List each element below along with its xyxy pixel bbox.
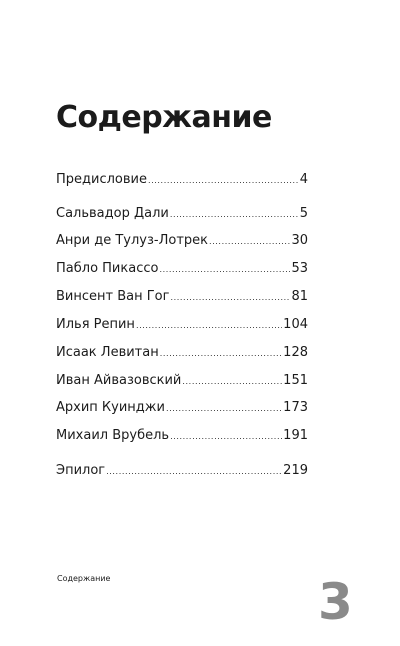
toc-entry-title: Исаак Левитан <box>56 345 159 360</box>
toc-entry-title: Предисловие <box>56 172 147 187</box>
toc-entry-kuindzhi[interactable] <box>56 398 308 418</box>
toc-entry-page: 5 <box>299 206 308 221</box>
toc-entry-page: 4 <box>299 172 308 187</box>
toc-entry-page: 30 <box>291 233 308 248</box>
dot-leader <box>170 288 290 308</box>
toc-entry-page: 173 <box>283 400 308 415</box>
dot-leader <box>209 232 290 252</box>
toc-entry-toulouse-lautrec[interactable] <box>56 231 308 251</box>
toc-entry-dali[interactable] <box>56 204 308 224</box>
toc-entry-title: Анри де Тулуз-Лотрек <box>56 233 208 248</box>
toc-entry-van-gogh[interactable] <box>56 287 308 307</box>
toc-entry-page: 128 <box>283 345 308 360</box>
dot-leader <box>170 427 282 447</box>
toc-entry-repin[interactable] <box>56 315 308 335</box>
toc-entry-page: 53 <box>291 261 308 276</box>
running-footer-label: Содержание <box>57 574 111 583</box>
toc-entry-picasso[interactable] <box>56 259 308 279</box>
toc-entry-title: Архип Куинджи <box>56 400 165 415</box>
toc-entry-page: 191 <box>283 428 308 443</box>
page-number: 3 <box>318 573 353 631</box>
toc-entry-page: 104 <box>283 317 308 332</box>
toc-entry-title: Пабло Пикассо <box>56 261 159 276</box>
dot-leader <box>160 344 282 364</box>
toc-entry-title: Михаил Врубель <box>56 428 170 443</box>
toc-entry-epilogue[interactable] <box>56 461 308 481</box>
toc-entry-levitan[interactable] <box>56 343 308 363</box>
dot-leader <box>136 316 282 336</box>
toc-entry-vrubel[interactable] <box>56 426 308 446</box>
toc-entry-aivazovsky[interactable] <box>56 371 308 391</box>
toc-entry-title: Винсент Ван Гог <box>56 289 170 304</box>
toc-entry-page: 219 <box>283 463 308 478</box>
toc-entry-preface[interactable] <box>56 170 308 190</box>
toc-entry-title: Илья Репин <box>56 317 135 332</box>
toc-entry-page: 81 <box>291 289 308 304</box>
dot-leader <box>106 462 282 482</box>
toc-entry-title: Сальвадор Дали <box>56 206 169 221</box>
page-title: Содержание <box>56 100 272 135</box>
dot-leader <box>166 399 282 419</box>
dot-leader <box>170 205 299 225</box>
dot-leader <box>159 260 290 280</box>
toc-entry-title: Эпилог <box>56 463 106 478</box>
toc-entry-title: Иван Айвазовский <box>56 373 182 388</box>
toc-entry-page: 151 <box>283 373 308 388</box>
dot-leader <box>148 171 299 191</box>
dot-leader <box>182 372 282 392</box>
